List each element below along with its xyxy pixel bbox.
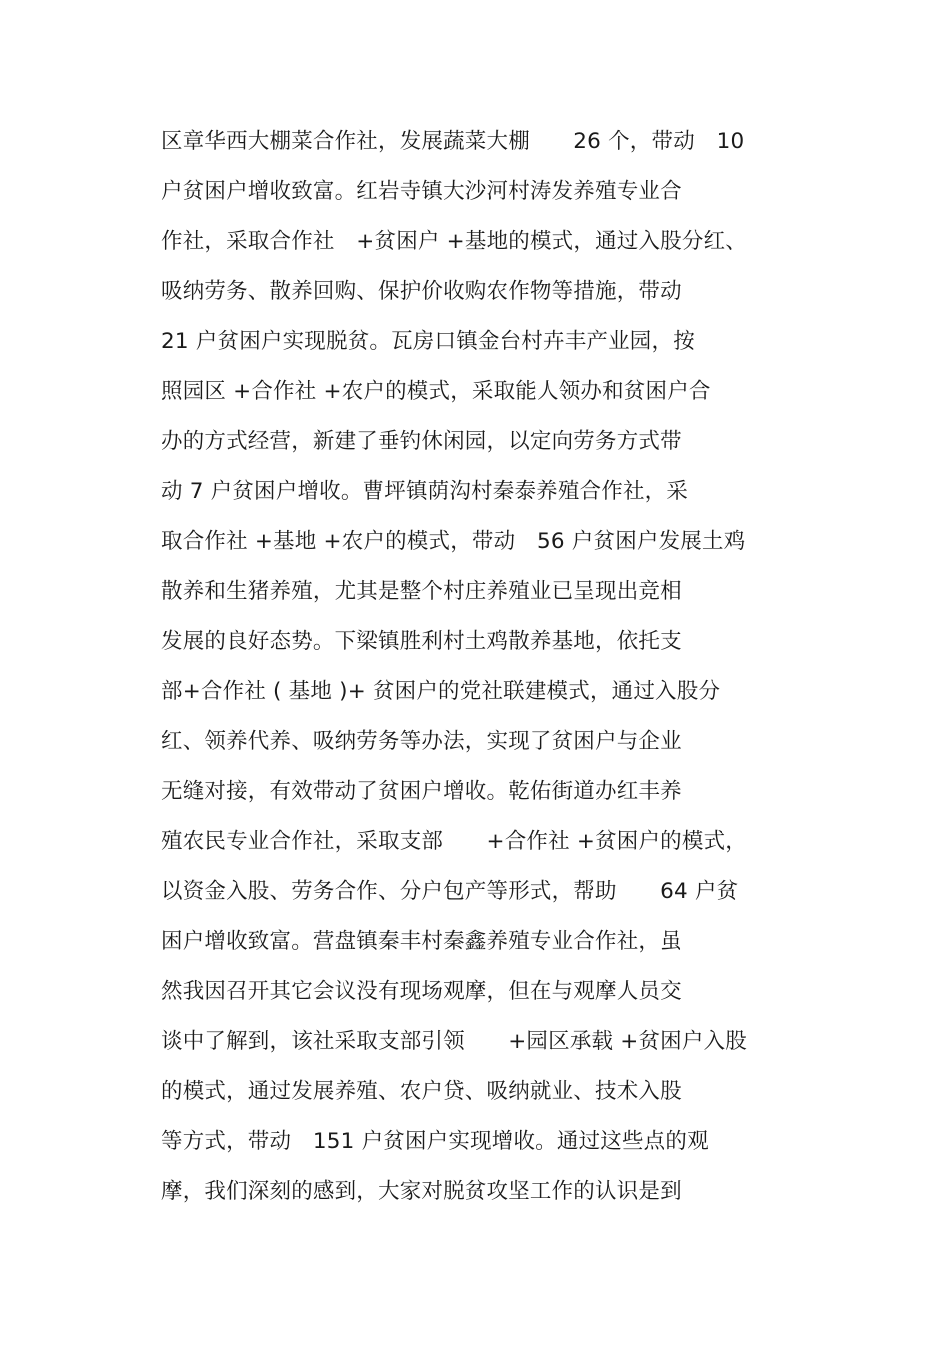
text-line-5: 21 户贫困户实现脱贫。瓦房口镇金台村卉丰产业园，按 xyxy=(161,329,695,354)
text-line-6: 照园区 +合作社 +农户的模式，采取能人领办和贫困户合 xyxy=(161,379,711,404)
text-line-1: 区章华西大棚菜合作社，发展蔬菜大棚 26 个，带动 10 xyxy=(161,129,745,154)
text-line-9: 取合作社 +基地 +农户的模式，带动 56 户贫困户发展土鸡 xyxy=(161,529,746,554)
text-line-18: 然我因召开其它会议没有现场观摩，但在与观摩人员交 xyxy=(161,979,682,1004)
text-line-14: 无缝对接，有效带动了贫困户增收。乾佑街道办红丰养 xyxy=(161,779,682,804)
text-line-10: 散养和生猪养殖，尤其是整个村庄养殖业已呈现出竞相 xyxy=(161,579,682,604)
text-line-12: 部+合作社 ( 基地 )+ 贫困户的党社联建模式，通过入股分 xyxy=(161,679,721,704)
text-line-20: 的模式，通过发展养殖、农户贷、吸纳就业、技术入股 xyxy=(161,1079,682,1104)
text-line-19: 谈中了解到，该社采取支部引领 +园区承载 +贫困户入股 xyxy=(161,1029,747,1054)
text-line-21: 等方式，带动 151 户贫困户实现增收。通过这些点的观 xyxy=(161,1129,709,1154)
text-line-13: 红、领养代养、吸纳劳务等办法，实现了贫困户与企业 xyxy=(161,729,682,754)
text-line-8: 动 7 户贫困户增收。曹坪镇荫沟村秦泰养殖合作社，采 xyxy=(161,479,689,504)
text-line-17: 困户增收致富。营盘镇秦丰村秦鑫养殖专业合作社，虽 xyxy=(161,929,682,954)
text-line-22: 摩，我们深刻的感到，大家对脱贫攻坚工作的认识是到 xyxy=(161,1179,682,1204)
text-line-3: 作社，采取合作社 +贫困户 +基地的模式，通过入股分红、 xyxy=(161,229,747,254)
text-line-2: 户贫困户增收致富。红岩寺镇大沙河村涛发养殖专业合 xyxy=(161,179,682,204)
text-line-16: 以资金入股、劳务合作、分户包产等形式，帮助 64 户贫 xyxy=(161,879,739,904)
text-line-4: 吸纳劳务、散养回购、保护价收购农作物等措施，带动 xyxy=(161,279,682,304)
body-text xyxy=(161,117,801,1217)
text-line-7: 办的方式经营，新建了垂钓休闲园，以定向劳务方式带 xyxy=(161,429,682,454)
text-line-11: 发展的良好态势。下梁镇胜利村土鸡散养基地，依托支 xyxy=(161,629,682,654)
text-line-15: 殖农民专业合作社，采取支部 +合作社 +贫困户的模式， xyxy=(161,829,747,854)
